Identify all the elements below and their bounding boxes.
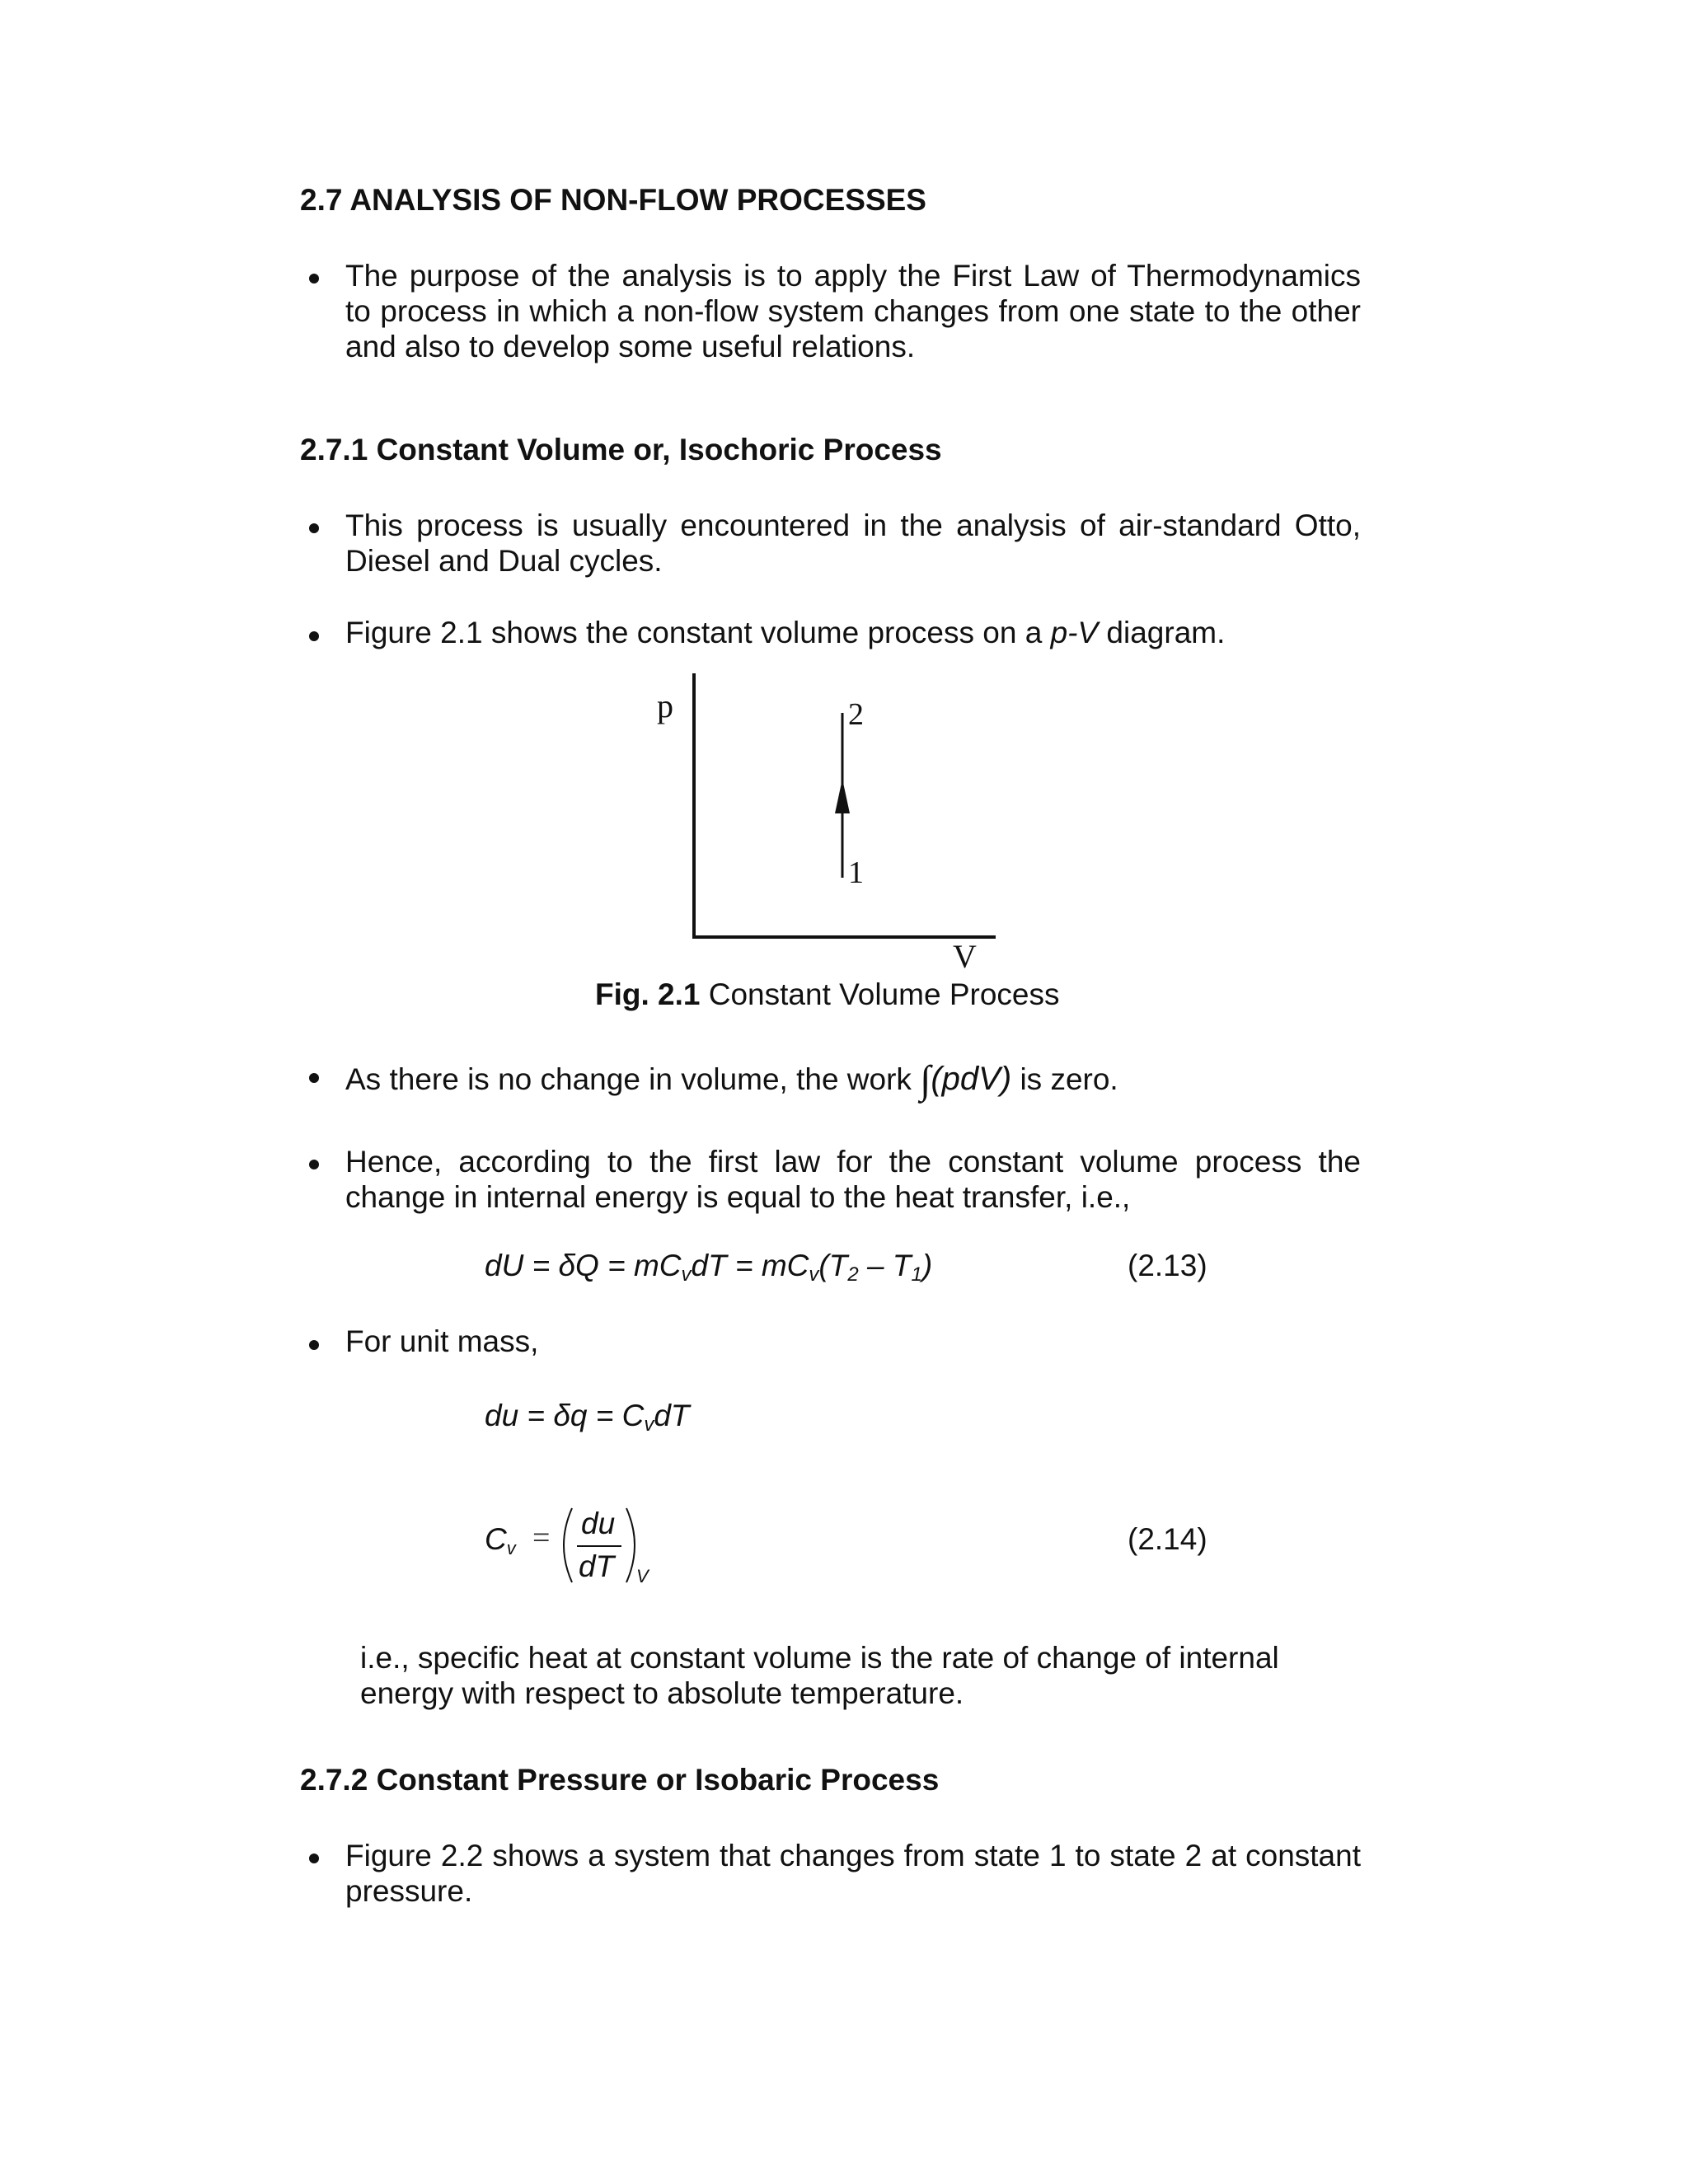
equation-unit-mass	[485, 1399, 690, 1436]
state-1-label: 1	[848, 855, 864, 890]
intro-line: The purpose of the analysis is to apply the First Law of Thermodynamics	[345, 259, 1361, 293]
eq-fragment: du = δq = C	[485, 1399, 645, 1432]
right-paren	[626, 1508, 635, 1582]
bullet-dot	[309, 1854, 319, 1863]
intro-line: and also to develop some useful relations.	[345, 330, 916, 363]
left-paren	[564, 1508, 572, 1582]
bullet-dot	[309, 1340, 319, 1350]
eq-fragment: dT = mC	[691, 1249, 809, 1282]
equation-2-14	[485, 1500, 682, 1599]
bullet-dot	[309, 631, 319, 641]
figure-caption-text: Constant Volume Process	[700, 977, 1060, 1011]
isobaric-paragraph	[345, 1838, 1361, 1909]
bullet-dot	[309, 1073, 319, 1083]
eq-subscript: 1	[911, 1263, 922, 1286]
intro-paragraph	[345, 258, 1361, 364]
derivative-denominator: dT	[579, 1549, 615, 1583]
eq-subscript: v	[809, 1263, 819, 1286]
work-expression: (pdV)	[931, 1061, 1012, 1097]
equation-number-2-13: (2.13)	[1128, 1249, 1207, 1282]
eq-fragment: – T	[858, 1249, 912, 1282]
eq-subscript: v	[644, 1413, 654, 1436]
eq-fragment: dU = δQ = mC	[485, 1249, 682, 1282]
text-fragment: diagram.	[1098, 616, 1226, 649]
first-law-paragraph	[345, 1144, 1361, 1215]
figure-caption-label: Fig. 2.1	[595, 977, 701, 1011]
equation-number-2-14: (2.14)	[1128, 1522, 1207, 1556]
text-fragment: is zero.	[1011, 1062, 1118, 1096]
bullet-dot	[309, 274, 319, 284]
pv-variable: p-V	[1050, 616, 1099, 649]
specific-heat-explanation	[360, 1640, 1333, 1711]
v-axis-label: V	[953, 938, 977, 975]
paragraph-line: Hence, according to the first law for the constant volume process the	[345, 1145, 1361, 1179]
eq-subscript: 2	[847, 1263, 859, 1286]
intro-line: to process in which a non-flow system changes from one state to the other	[345, 294, 1361, 328]
work-zero-text	[345, 1057, 1118, 1103]
paragraph-line: i.e., specific heat at constant volume is the rate of change of internal	[360, 1641, 1279, 1675]
constant-volume-subscript: V	[636, 1566, 649, 1586]
text-fragment: As there is no change in volume, the work	[345, 1062, 921, 1096]
paragraph-line: change in internal energy is equal to the heat transfer, i.e.,	[345, 1180, 1131, 1214]
eq-subscript: v	[681, 1263, 692, 1286]
bullet-dot	[309, 523, 319, 533]
integral-sign: ∫	[920, 1058, 931, 1102]
cv-symbol: $C_v$	[485, 1522, 516, 1558]
figure-caption	[595, 977, 1059, 1012]
eq-equals: =	[532, 1521, 551, 1555]
derivative-numerator: du	[581, 1507, 616, 1540]
unit-mass-text: For unit mass,	[345, 1324, 539, 1358]
pv-diagram-svg	[643, 672, 1022, 968]
eq-fragment: dT	[654, 1399, 690, 1432]
isochoric-usage-paragraph	[345, 508, 1361, 579]
state-2-label: 2	[848, 697, 864, 732]
paragraph-line: Figure 2.2 shows a system that changes from state 1 to state 2 at constant	[345, 1839, 1361, 1872]
paragraph-line: pressure.	[345, 1874, 473, 1908]
eq-fragment: )	[921, 1249, 933, 1282]
p-axis-label: p	[657, 687, 673, 724]
paragraph-line: energy with respect to absolute temperature.	[360, 1676, 964, 1710]
paragraph-line: This process is usually encountered in the analysis of air-standard Otto,	[345, 509, 1361, 542]
text-fragment: Figure 2.1 shows the constant volume process on a	[345, 616, 1051, 649]
eq-fragment: (T	[818, 1249, 848, 1282]
subsection-heading-isochoric: 2.7.1 Constant Volume or, Isochoric Process	[300, 433, 942, 466]
bullet-dot	[309, 1160, 319, 1169]
paragraph-line: Diesel and Dual cycles.	[345, 544, 663, 578]
figure-reference-text	[345, 616, 1225, 650]
section-heading: 2.7 ANALYSIS OF NON-FLOW PROCESSES	[300, 183, 926, 217]
subsection-heading-isobaric: 2.7.2 Constant Pressure or Isobaric Process	[300, 1763, 940, 1797]
process-arrow-icon	[835, 779, 850, 813]
pv-diagram	[643, 672, 1022, 975]
equation-2-13	[485, 1249, 932, 1286]
